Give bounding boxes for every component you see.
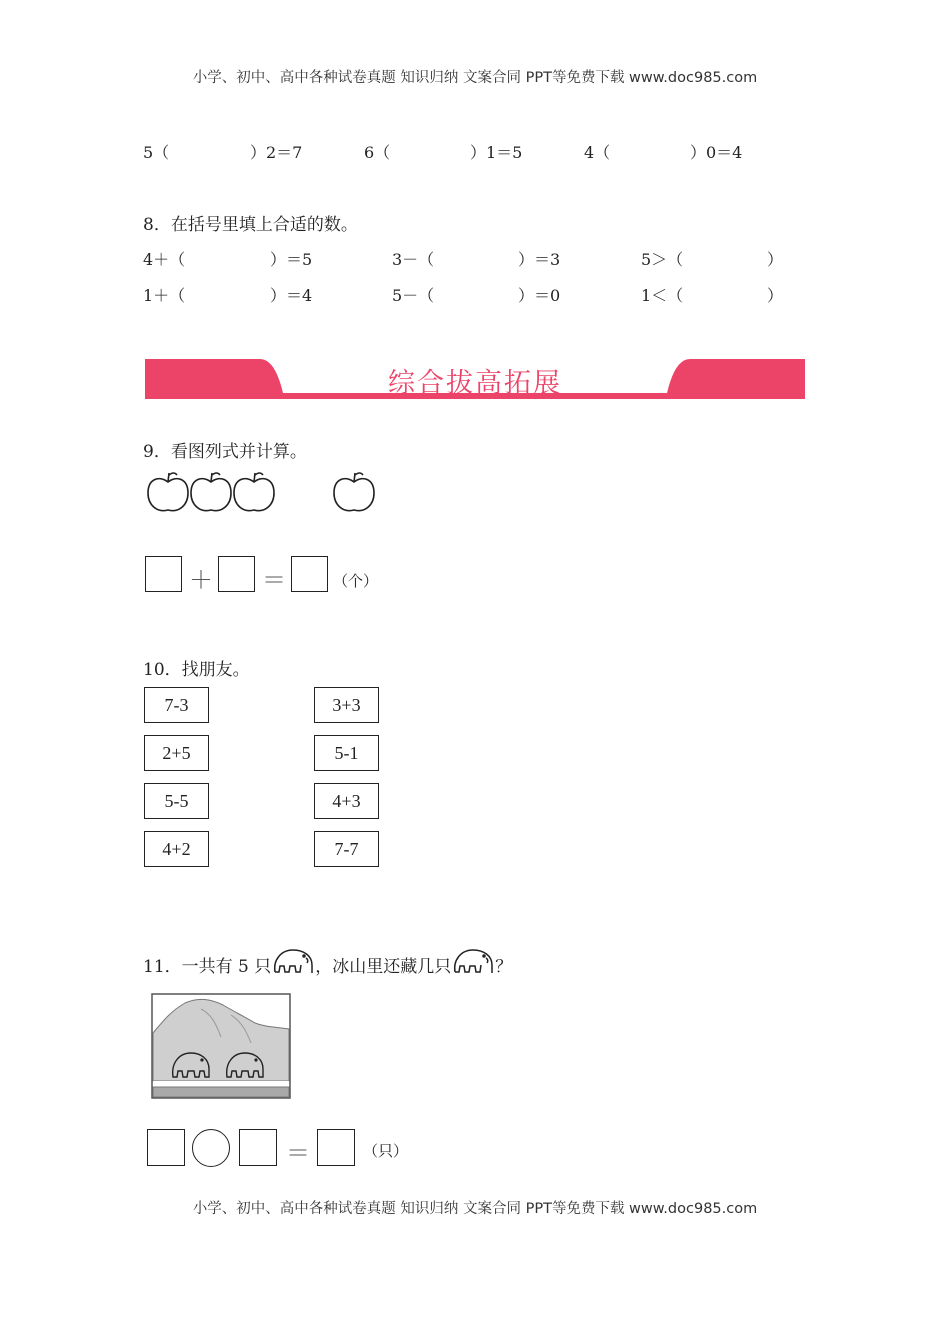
q8-item-left: 3－（ — [392, 250, 435, 269]
unit-label: （个） — [333, 572, 379, 590]
banner-title: 综合拔高拓展 — [388, 368, 562, 399]
answer-box[interactable] — [147, 1129, 185, 1166]
page-header: 小学、初中、高中各种试卷真题 知识归纳 文案合同 PPT等免费下载 www.doc985.com — [192, 70, 758, 86]
q8-title: 8．在括号里填上合适的数。 — [143, 215, 358, 235]
q7-blank-3-left: 4（ — [584, 143, 611, 162]
q11-title — [143, 946, 512, 977]
section-banner — [145, 359, 805, 399]
expression-card[interactable]: 5-5 — [144, 783, 209, 819]
apple-icon — [234, 473, 274, 511]
apple-icon — [191, 473, 231, 511]
q8-item-right: ）＝4 — [270, 286, 313, 305]
q11-title-part: ，冰山里还藏几只 — [315, 957, 452, 977]
equals-sign: ＝ — [262, 566, 286, 594]
q8-item-left: 1＋（ — [143, 286, 186, 305]
expression-card[interactable]: 5-1 — [314, 735, 379, 771]
q7-blank-1-left: 5（ — [143, 143, 170, 162]
q7-blank-2-left: 6（ — [364, 143, 391, 162]
answer-box[interactable] — [317, 1129, 355, 1166]
q11-title-part: 11．一共有 5 只 — [143, 957, 272, 977]
q8-item-right: ）＝3 — [518, 250, 561, 269]
operator-circle[interactable] — [192, 1129, 230, 1167]
expression-card[interactable]: 7-3 — [144, 687, 209, 723]
page-footer: 小学、初中、高中各种试卷真题 知识归纳 文案合同 PPT等免费下载 www.doc985.com — [192, 1201, 758, 1217]
equals-sign: ＝ — [286, 1139, 310, 1167]
elephant-icon — [451, 946, 495, 976]
q7-blank-1-right: ）2＝7 — [250, 143, 303, 162]
answer-box[interactable] — [145, 556, 182, 592]
expression-card[interactable]: 4+3 — [314, 783, 379, 819]
q8-item-left: 5－（ — [392, 286, 435, 305]
q8-item-right: ） — [767, 250, 784, 269]
q8-item-right: ）＝5 — [270, 250, 313, 269]
expression-card[interactable]: 4+2 — [144, 831, 209, 867]
q8-item-left: 4＋（ — [143, 250, 186, 269]
expression-card[interactable]: 2+5 — [144, 735, 209, 771]
apple-icon — [334, 473, 374, 511]
q8-item-right: ） — [767, 286, 784, 305]
iceberg-illustration — [151, 993, 291, 1099]
expression-card[interactable]: 3+3 — [314, 687, 379, 723]
apples-illustration — [145, 470, 380, 516]
q8-item-left: 5＞（ — [641, 250, 684, 269]
q9-title: 9．看图列式并计算。 — [143, 442, 307, 462]
elephant-icon — [271, 946, 315, 976]
q8-item-left: 1＜（ — [641, 286, 684, 305]
answer-box[interactable] — [218, 556, 255, 592]
unit-label: （只） — [363, 1142, 409, 1160]
plus-sign: ＋ — [189, 566, 213, 594]
q7-blank-2-right: ）1＝5 — [470, 143, 523, 162]
q7-blank-3-right: ）0＝4 — [690, 143, 743, 162]
answer-box[interactable] — [291, 556, 328, 592]
answer-box[interactable] — [239, 1129, 277, 1166]
q11-title-part: ？ — [495, 957, 513, 977]
q10-title: 10．找朋友。 — [143, 660, 250, 680]
q8-item-right: ）＝0 — [518, 286, 561, 305]
apple-icon — [148, 473, 188, 511]
expression-card[interactable]: 7-7 — [314, 831, 379, 867]
